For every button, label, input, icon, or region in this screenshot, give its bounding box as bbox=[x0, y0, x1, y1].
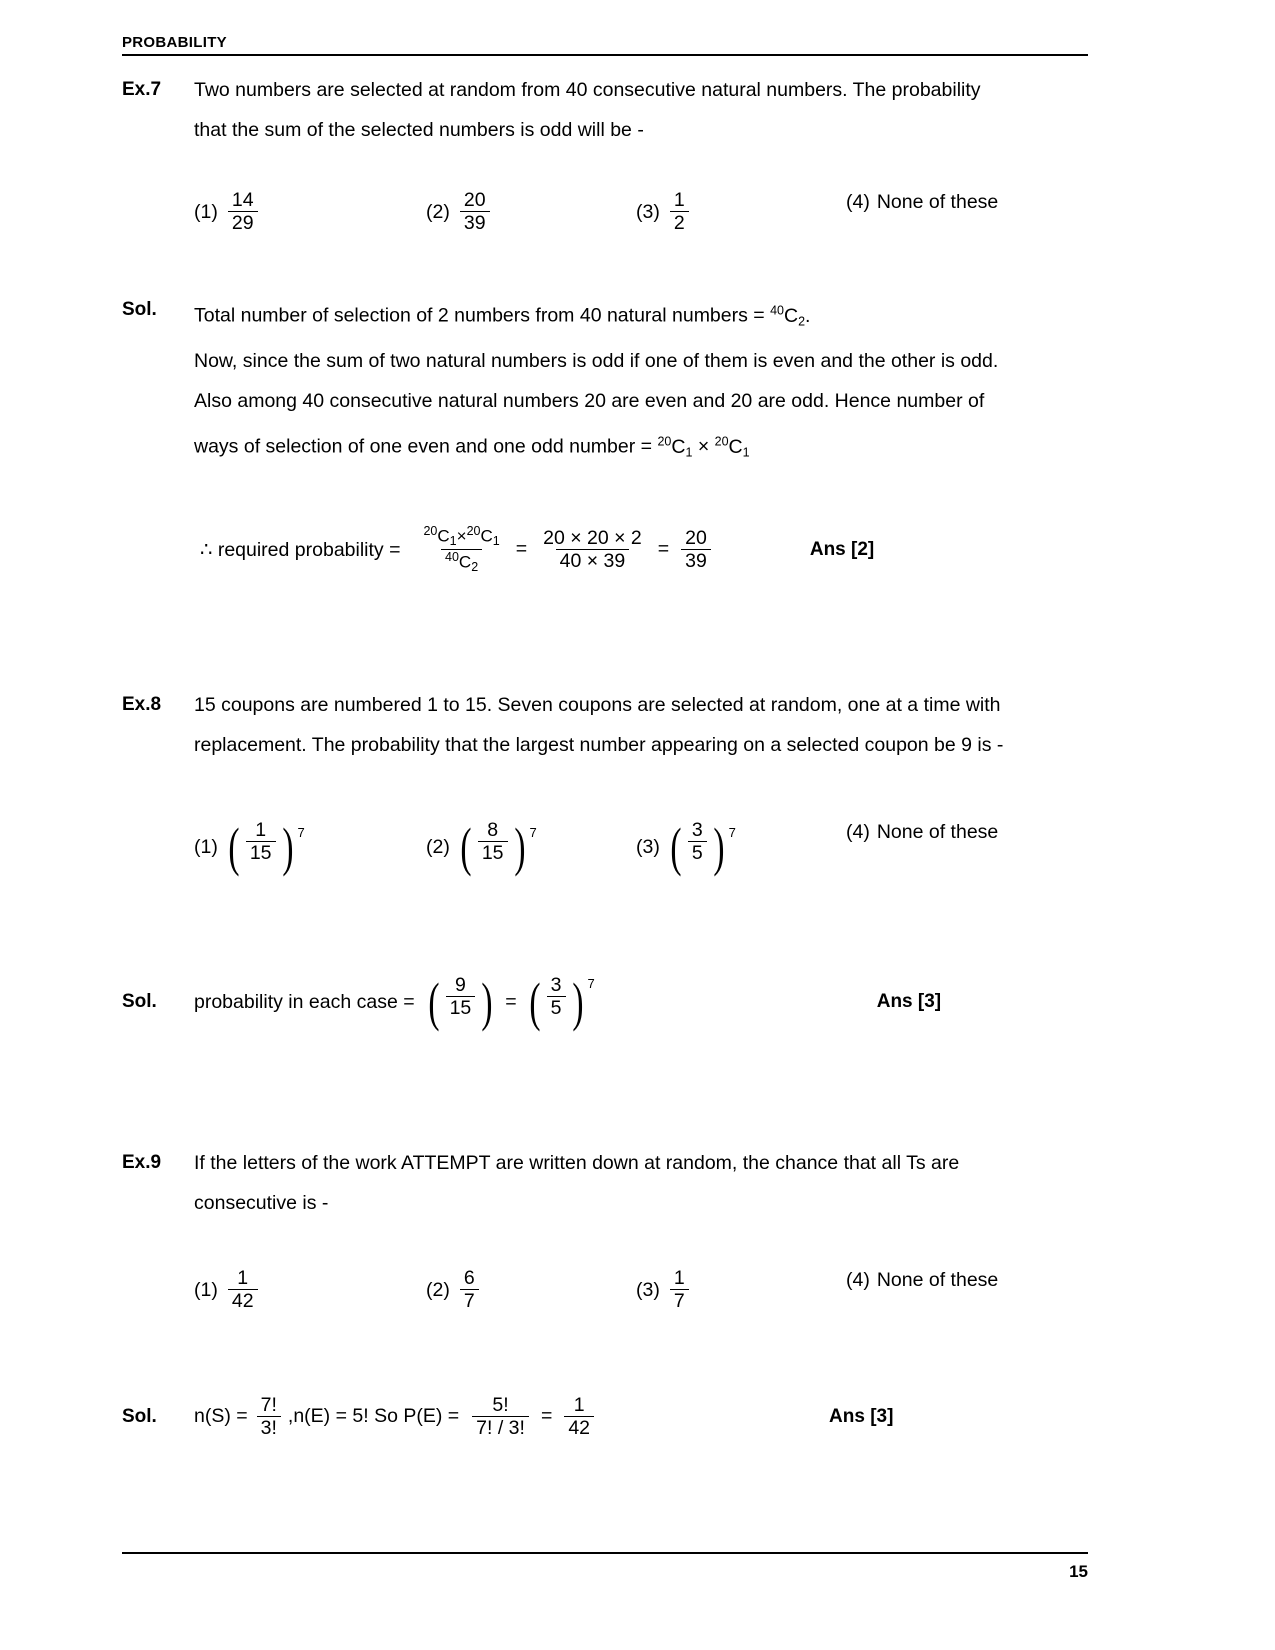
exercise-9-option-3[interactable] bbox=[636, 1268, 846, 1312]
option-label: (2) bbox=[426, 200, 450, 223]
exercise-7-solution-line-2: Now, since the sum of two natural numbers is odd if one of them is even and the other is odd. bbox=[194, 350, 999, 372]
fraction-denominator: 3! bbox=[257, 1416, 281, 1438]
fraction-numerator: 14 bbox=[231, 189, 254, 211]
combination-symbol: C bbox=[728, 435, 743, 458]
solution-text: ways of selection of one even and one odd number = bbox=[194, 435, 658, 458]
option-label: (3) bbox=[636, 836, 660, 858]
exercise-8-question-line-1: 15 coupons are numbered 1 to 15. Seven coupons are selected at random, one at a time with bbox=[194, 694, 1001, 716]
footer-divider bbox=[122, 1552, 1088, 1554]
superscript: 20 bbox=[466, 524, 481, 538]
exercise-7-solution-line-3: Also among 40 consecutive natural numbers 20 are even and 20 are odd. Hence number of bbox=[194, 390, 985, 412]
fraction-numerator bbox=[419, 525, 503, 549]
subscript: 1 bbox=[449, 534, 457, 549]
fraction-5fact-over bbox=[469, 1395, 532, 1439]
left-paren: ( bbox=[460, 817, 472, 877]
exponent: 7 bbox=[728, 825, 736, 840]
solution-text: Total number of selection of 2 numbers from 40 natural numbers = bbox=[194, 304, 771, 327]
exercise-9-solution bbox=[122, 1395, 1092, 1439]
exercise-7-question bbox=[122, 70, 1092, 150]
fraction-numerator: 5! bbox=[492, 1394, 509, 1416]
exercise-8-solution-line bbox=[122, 972, 1092, 1032]
solution-text: probability in each case = bbox=[194, 990, 415, 1013]
fraction-numerator: 1 bbox=[573, 1394, 585, 1416]
fraction-7fact-3fact bbox=[254, 1395, 284, 1439]
exercise-9-options bbox=[122, 1268, 1092, 1312]
option-label: (4) bbox=[846, 1269, 870, 1291]
option-label: (1) bbox=[194, 200, 218, 223]
solution-text: n(S) = bbox=[194, 1405, 248, 1428]
fraction bbox=[443, 975, 479, 1029]
exercise-8-option-1[interactable] bbox=[194, 817, 426, 877]
exponent: 7 bbox=[587, 976, 595, 991]
equals-sign: = bbox=[657, 538, 670, 561]
page-footer bbox=[122, 1552, 1088, 1582]
fraction-denominator: 7 bbox=[460, 1289, 479, 1311]
exponent: 7 bbox=[529, 825, 537, 840]
fraction-denominator bbox=[441, 549, 482, 574]
combination-symbol: C bbox=[437, 526, 450, 546]
equation-prefix: ∴ required probability = bbox=[200, 538, 401, 561]
page-header bbox=[122, 34, 1088, 56]
fraction-numerator: 9 bbox=[455, 974, 466, 996]
right-paren: ) bbox=[571, 972, 584, 1032]
exercise-7-option-3[interactable] bbox=[636, 190, 846, 234]
exercise-7-equation-block bbox=[122, 525, 1092, 574]
fraction-numerator: 1 bbox=[673, 1267, 685, 1289]
parenthesised-fraction bbox=[667, 817, 736, 877]
header-divider bbox=[122, 54, 1088, 56]
equals-sign: = bbox=[505, 990, 517, 1013]
fraction bbox=[457, 1268, 482, 1312]
parenthesised-fraction bbox=[225, 817, 305, 877]
fraction bbox=[685, 820, 710, 874]
right-paren: ) bbox=[281, 817, 294, 877]
exercise-9-solution-tag: Sol. bbox=[122, 1405, 157, 1427]
subscript: 1 bbox=[685, 445, 693, 459]
header-title: PROBABILITY bbox=[122, 34, 227, 51]
combination-symbol: C bbox=[784, 304, 799, 327]
combination-symbol: C bbox=[671, 435, 686, 458]
fraction-denominator: 2 bbox=[670, 211, 689, 233]
fraction-denominator: 15 bbox=[246, 841, 276, 863]
option-label: (2) bbox=[426, 836, 450, 858]
exercise-7-solution-tag: Sol. bbox=[122, 299, 157, 320]
superscript: 40 bbox=[445, 550, 459, 565]
exercise-8-option-4[interactable] bbox=[846, 820, 1086, 844]
fraction-numerator: 3 bbox=[691, 819, 703, 841]
superscript: 40 bbox=[770, 303, 784, 317]
option-text: None of these bbox=[876, 1269, 999, 1291]
subscript: 1 bbox=[742, 445, 750, 459]
exercise-7-equation bbox=[200, 525, 1092, 574]
option-label: (1) bbox=[194, 836, 218, 858]
fraction bbox=[544, 975, 569, 1029]
exercise-9-option-4[interactable] bbox=[846, 1268, 1086, 1292]
exercise-9-solution-line bbox=[122, 1395, 1092, 1439]
exercise-7-answer: Ans [2] bbox=[809, 538, 875, 560]
superscript: 20 bbox=[714, 434, 729, 448]
superscript: 20 bbox=[423, 524, 438, 538]
exercise-8-option-3[interactable] bbox=[636, 817, 846, 877]
subscript: 1 bbox=[492, 534, 500, 549]
option-label: (3) bbox=[636, 1278, 660, 1301]
exercise-7-tag: Ex.7 bbox=[122, 79, 162, 100]
fraction-denominator: 7 bbox=[670, 1289, 689, 1311]
fraction-numerator: 20 bbox=[463, 189, 486, 211]
exercise-7-question-line-2: that the sum of the selected numbers is odd will be - bbox=[194, 119, 644, 141]
fraction bbox=[225, 1268, 261, 1312]
fraction bbox=[475, 820, 511, 874]
fraction-numerator: 1 bbox=[673, 189, 685, 211]
parenthesised-fraction bbox=[457, 817, 537, 877]
option-label: (1) bbox=[194, 1278, 218, 1301]
exercise-8-solution bbox=[122, 972, 1092, 1032]
exercise-9-question bbox=[122, 1143, 1092, 1223]
right-paren: ) bbox=[481, 972, 493, 1032]
option-label: (3) bbox=[636, 200, 660, 223]
parenthesised-fraction bbox=[526, 972, 595, 1032]
times-symbol: × bbox=[456, 526, 467, 546]
exercise-9-answer: Ans [3] bbox=[829, 1405, 894, 1427]
parenthesised-fraction bbox=[425, 972, 497, 1032]
exercise-7-option-2[interactable] bbox=[426, 190, 636, 234]
exercise-7-options bbox=[122, 190, 1092, 234]
equation-fraction-2 bbox=[536, 528, 649, 572]
option-label: (4) bbox=[846, 821, 870, 843]
exercise-7-solution-line-4 bbox=[194, 421, 1092, 472]
fraction-1-42 bbox=[561, 1395, 597, 1439]
fraction bbox=[457, 190, 493, 234]
left-paren: ( bbox=[670, 817, 682, 877]
solution-text: ,n(E) = 5! So P(E) = bbox=[287, 1405, 460, 1428]
subscript: 2 bbox=[798, 314, 806, 328]
times-symbol: × bbox=[692, 435, 715, 458]
exercise-9-question-line-1: If the letters of the work ATTEMPT are written down at random, the chance that all Ts are bbox=[194, 1152, 960, 1174]
fraction-numerator: 1 bbox=[255, 819, 267, 841]
exercise-7-question-line-1: Two numbers are selected at random from 40 consecutive natural numbers. The probability bbox=[194, 79, 981, 101]
exponent: 7 bbox=[297, 825, 305, 840]
option-text: None of these bbox=[876, 821, 999, 843]
exercise-9-option-2[interactable] bbox=[426, 1268, 636, 1312]
exercise-7-solution bbox=[122, 290, 1092, 472]
page-number: 15 bbox=[1069, 1562, 1088, 1581]
subscript: 2 bbox=[471, 560, 479, 575]
fraction bbox=[667, 1268, 692, 1312]
left-paren: ( bbox=[529, 972, 541, 1032]
fraction-numerator: 3 bbox=[550, 974, 562, 996]
exercise-7-option-1[interactable] bbox=[194, 190, 426, 234]
fraction-numerator: 20 bbox=[685, 526, 707, 549]
left-paren: ( bbox=[428, 972, 440, 1032]
exercise-9-question-line-2: consecutive is - bbox=[194, 1192, 329, 1214]
equals-sign: = bbox=[540, 1405, 553, 1428]
equals-sign: = bbox=[515, 538, 528, 561]
exercise-9-option-1[interactable] bbox=[194, 1268, 426, 1312]
exercise-8-question bbox=[122, 685, 1092, 765]
superscript: 20 bbox=[657, 434, 672, 448]
fraction-numerator: 6 bbox=[463, 1267, 475, 1289]
fraction-denominator: 39 bbox=[460, 211, 490, 233]
fraction-denominator: 7! / 3! bbox=[472, 1416, 529, 1438]
exercise-7-solution-line-1 bbox=[194, 290, 1092, 341]
fraction-numerator: 7! bbox=[260, 1394, 277, 1416]
combination-symbol: C bbox=[480, 526, 493, 546]
fraction-numerator: 8 bbox=[487, 819, 499, 841]
exercise-9-tag: Ex.9 bbox=[122, 1152, 162, 1173]
exercise-8-answer: Ans [3] bbox=[876, 991, 942, 1012]
fraction-denominator: 42 bbox=[564, 1416, 594, 1438]
fraction bbox=[225, 190, 261, 234]
combination-symbol: C bbox=[458, 552, 472, 572]
fraction-numerator: 1 bbox=[237, 1267, 249, 1289]
exercise-8-question-line-2: replacement. The probability that the largest number appearing on a selected coupon be 9 is - bbox=[194, 734, 1004, 756]
fraction-denominator: 39 bbox=[681, 549, 711, 571]
fraction-denominator: 40 × 39 bbox=[556, 549, 630, 571]
fraction-denominator: 42 bbox=[228, 1289, 258, 1311]
equation-fraction-1 bbox=[416, 525, 506, 574]
exercise-7-option-4[interactable] bbox=[846, 190, 1086, 214]
exercise-8-solution-tag: Sol. bbox=[122, 991, 157, 1012]
right-paren: ) bbox=[513, 817, 526, 877]
fraction bbox=[243, 820, 279, 874]
fraction bbox=[667, 190, 692, 234]
left-paren: ( bbox=[228, 817, 240, 877]
period: . bbox=[805, 304, 811, 327]
fraction-denominator: 29 bbox=[228, 211, 258, 233]
option-label: (2) bbox=[426, 1278, 450, 1301]
right-paren: ) bbox=[713, 817, 725, 877]
option-text: None of these bbox=[876, 191, 999, 213]
fraction-numerator: 20 × 20 × 2 bbox=[543, 526, 642, 549]
exercise-8-options bbox=[122, 817, 1092, 877]
fraction-denominator: 5 bbox=[547, 996, 566, 1018]
exercise-8-option-2[interactable] bbox=[426, 817, 636, 877]
option-label: (4) bbox=[846, 191, 870, 213]
fraction-denominator: 15 bbox=[478, 841, 508, 863]
exercise-8-tag: Ex.8 bbox=[122, 694, 162, 715]
fraction-denominator: 5 bbox=[688, 841, 707, 863]
fraction-denominator: 15 bbox=[446, 996, 476, 1018]
equation-fraction-3 bbox=[678, 528, 714, 572]
